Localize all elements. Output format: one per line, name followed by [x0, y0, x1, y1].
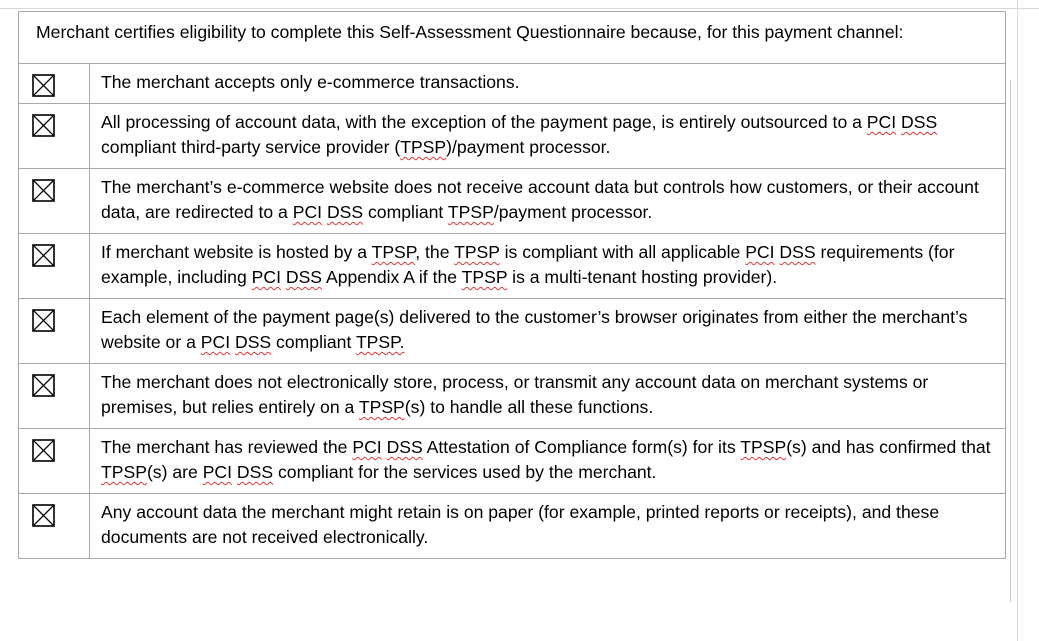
item-text: The merchant has reviewed the PCI DSS Attestation of Compliance form(s) for its TPSP(s) and has confirmed that TPSP(s) are PCI DSS compliant for the services used by the merchant.: [90, 429, 1006, 494]
item-text: All processing of account data, with the exception of the payment page, is entirely outsourced to a PCI DSS compliant third-party service provider (TPSP)/payment processor.: [90, 104, 1006, 169]
eligibility-item-row: [19, 64, 1006, 104]
checked-box-icon[interactable]: [32, 114, 55, 137]
item-text: The merchant accepts only e-commerce transactions.: [90, 64, 1006, 104]
eligibility-item-row: [19, 104, 1006, 169]
spellcheck-flag: TPSP: [740, 437, 787, 457]
spellcheck-flag: TPSP: [371, 242, 416, 262]
checked-box-icon[interactable]: [32, 374, 55, 397]
eligibility-item-row: [19, 234, 1006, 299]
checked-box-icon[interactable]: [32, 74, 55, 97]
spellcheck-flag: PCI: [292, 202, 323, 222]
checkbox-cell: [19, 429, 90, 494]
eligibility-item-row: [19, 364, 1006, 429]
checkbox-cell: [19, 299, 90, 364]
eligibility-item-row: [19, 299, 1006, 364]
page-edge-top: [0, 8, 1039, 9]
spellcheck-flag: DSS: [779, 242, 816, 262]
item-text: Each element of the payment page(s) delivered to the customer’s browser originates from either the merchant’s website or a PCI DSS compliant TPSP.: [90, 299, 1006, 364]
right-column-rule: [1010, 80, 1011, 602]
spellcheck-flag: PCI: [745, 242, 775, 262]
checked-box-icon[interactable]: [32, 244, 55, 267]
eligibility-item-row: [19, 169, 1006, 234]
spellcheck-flag: PCI: [251, 267, 281, 287]
intro-row: [19, 12, 1006, 64]
eligibility-item-row: [19, 494, 1006, 559]
spellcheck-flag: PCI: [352, 437, 382, 457]
spellcheck-flag: TPSP: [454, 242, 500, 262]
checked-box-icon[interactable]: [32, 309, 55, 332]
checkbox-cell: [19, 364, 90, 429]
item-text: Any account data the merchant might retain is on paper (for example, printed reports or receipts), and these documents are not received electronically.: [90, 494, 1006, 559]
checkbox-cell: [19, 104, 90, 169]
item-text: The merchant’s e-commerce website does not receive account data but controls how customers, or their account data, are redirected to a PCI DSS compliant TPSP/payment processor.: [90, 169, 1006, 234]
spellcheck-flag: DSS: [901, 112, 938, 132]
spellcheck-flag: TPSP: [358, 397, 405, 417]
spellcheck-flag: PCI: [200, 332, 231, 352]
checked-box-icon[interactable]: [32, 439, 55, 462]
checkbox-cell: [19, 169, 90, 234]
spellcheck-flag: PCI: [202, 462, 233, 482]
spellcheck-flag: TPSP: [447, 202, 494, 222]
item-text: The merchant does not electronically store, process, or transmit any account data on merchant systems or premises, but relies entirely on a TPSP(s) to handle all these functions.: [90, 364, 1006, 429]
spellcheck-flag: DSS: [236, 462, 274, 482]
spellcheck-flag: DSS: [386, 437, 423, 457]
checkbox-cell: [19, 494, 90, 559]
checkbox-cell: [19, 64, 90, 104]
spellcheck-flag: DSS: [234, 332, 272, 352]
item-text: If merchant website is hosted by a TPSP, the TPSP is compliant with all applicable PCI DSS requirements (for example, including PCI DSS Appendix A if the TPSP is a multi-tenant hosting provider).: [90, 234, 1006, 299]
page-edge-right: [1017, 0, 1018, 641]
spellcheck-flag: TPSP: [400, 137, 447, 157]
spellcheck-flag: TPSP: [461, 267, 508, 287]
checked-box-icon[interactable]: [32, 179, 55, 202]
spellcheck-flag: TPSP.: [355, 332, 405, 352]
spellcheck-flag: DSS: [326, 202, 364, 222]
eligibility-item-row: [19, 429, 1006, 494]
intro-text: Merchant certifies eligibility to complete this Self-Assessment Questionnaire because, for this payment channel:: [19, 12, 1006, 64]
spellcheck-flag: DSS: [285, 267, 323, 287]
checkbox-cell: [19, 234, 90, 299]
spellcheck-flag: TPSP: [101, 462, 147, 482]
eligibility-table: [18, 11, 1006, 559]
spellcheck-flag: PCI: [866, 112, 897, 132]
checked-box-icon[interactable]: [32, 504, 55, 527]
